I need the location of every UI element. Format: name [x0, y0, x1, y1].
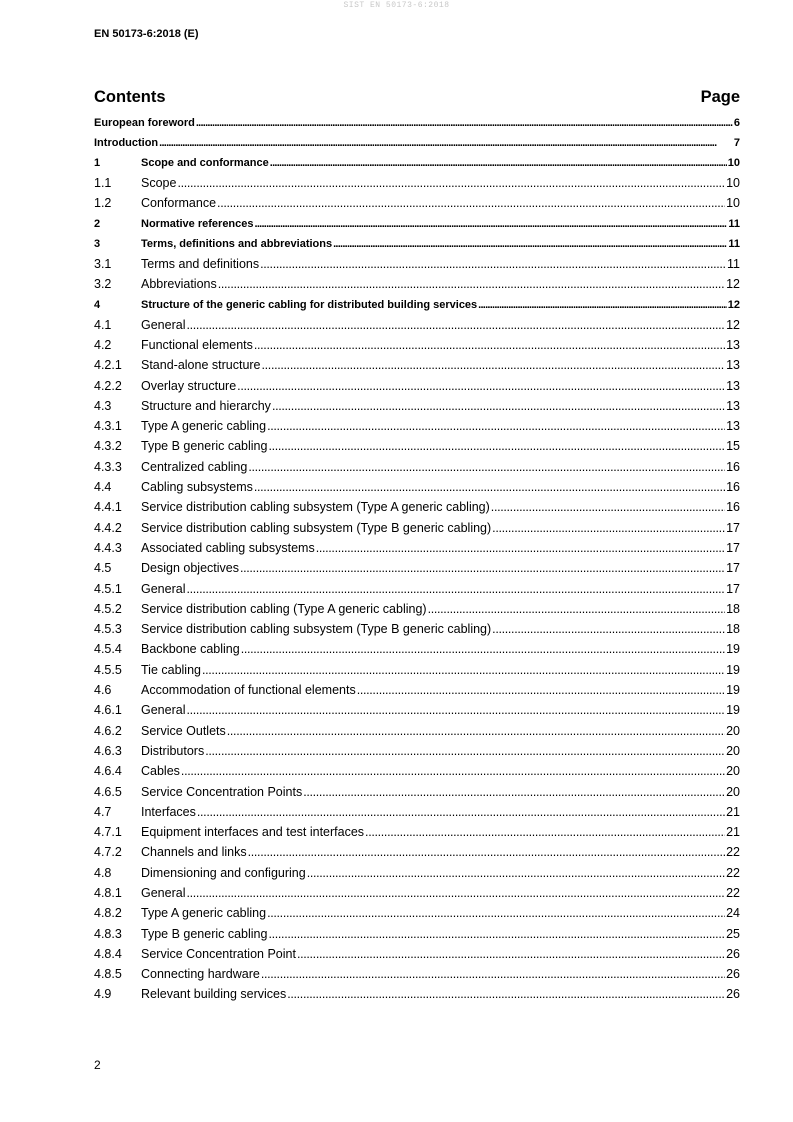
- toc-entry-title: General: [141, 885, 186, 900]
- dot-leader: [227, 724, 725, 738]
- toc-entry-number: 4.2: [94, 337, 112, 352]
- dot-leader: [248, 460, 725, 474]
- toc-entry-page: 21: [726, 804, 740, 819]
- toc-entry-number: 4.3.1: [94, 419, 122, 434]
- toc-entry-number: 4.5.5: [94, 662, 122, 677]
- dot-leader: [177, 176, 725, 190]
- toc-entry-page: 15: [726, 439, 740, 454]
- dot-leader: [333, 238, 727, 250]
- toc-entry[interactable]: [94, 109, 740, 129]
- toc-entry-page: 20: [726, 723, 740, 738]
- dot-leader: [255, 218, 728, 230]
- dot-leader: [186, 886, 725, 900]
- toc-entry-title: Distributors: [141, 743, 205, 758]
- toc-entry[interactable]: [94, 717, 740, 737]
- toc-entry[interactable]: [94, 636, 740, 656]
- toc-entry-title: Service Concentration Point: [141, 946, 296, 961]
- toc-entry[interactable]: [94, 453, 740, 473]
- toc-entry-number: 4.7: [94, 804, 112, 819]
- toc-entry-number: 4.5.3: [94, 622, 122, 637]
- toc-entry-page: 17: [726, 540, 740, 555]
- toc-entry-number: 4.8.3: [94, 926, 122, 941]
- toc-entry-title: Conformance: [141, 195, 217, 210]
- dot-leader: [272, 399, 725, 413]
- toc-entry-number: 4.8.1: [94, 885, 122, 900]
- toc-entry-page: 22: [726, 885, 740, 900]
- toc-entry-page: 19: [726, 642, 740, 657]
- toc-entry-page: 11: [727, 256, 740, 271]
- dot-leader: [261, 967, 725, 981]
- toc-entry[interactable]: [94, 596, 740, 616]
- toc-entry-page: 19: [726, 683, 740, 698]
- toc-entry-title: Design objectives: [141, 561, 239, 576]
- toc-entry-number: 4.3.3: [94, 459, 122, 474]
- toc-entry-number: 4.2.2: [94, 378, 122, 393]
- toc-entry[interactable]: [94, 311, 740, 331]
- dot-leader: [268, 439, 725, 453]
- toc-entry-page: 19: [726, 703, 740, 718]
- toc-entry-number: 1: [94, 157, 101, 170]
- dot-leader: [303, 785, 725, 799]
- toc-entry-number: 4.6.5: [94, 784, 122, 799]
- toc-entry[interactable]: [94, 616, 740, 636]
- toc-entry-page: 20: [726, 743, 740, 758]
- toc-entry-title: Terms and definitions: [141, 256, 260, 271]
- toc-entry[interactable]: [94, 555, 740, 575]
- toc-entry[interactable]: [94, 697, 740, 717]
- toc-entry[interactable]: [94, 250, 740, 270]
- toc-entry[interactable]: [94, 291, 740, 311]
- toc-entry-number: 4.8.2: [94, 906, 122, 921]
- toc-entry[interactable]: [94, 149, 740, 169]
- toc-entry-title: Channels and links: [141, 845, 247, 860]
- toc-entry-title: General: [141, 317, 186, 332]
- toc-entry[interactable]: [94, 210, 740, 230]
- dot-leader: [260, 257, 726, 271]
- toc-entry[interactable]: [94, 738, 740, 758]
- toc-entry-title: Scope: [141, 175, 177, 190]
- toc-entry[interactable]: [94, 129, 740, 149]
- toc-entry-title: Backbone cabling: [141, 642, 240, 657]
- toc-entry-title: Service Outlets: [141, 723, 226, 738]
- toc-entry-title: Connecting hardware: [141, 967, 260, 982]
- toc-entry-title: Structure of the generic cabling for distributed building services: [141, 299, 478, 312]
- dot-leader: [186, 318, 725, 332]
- dot-leader: [196, 117, 733, 129]
- dot-leader: [262, 358, 726, 372]
- toc-entry-title: Overlay structure: [141, 378, 237, 393]
- toc-entry-title: Type B generic cabling: [141, 926, 268, 941]
- dot-leader: [491, 500, 725, 514]
- toc-entry-page: 12: [726, 317, 740, 332]
- toc-entry-title: Service distribution cabling subsystem (Type B generic cabling): [141, 622, 492, 637]
- toc-entry-number: 4.6.1: [94, 703, 122, 718]
- toc-entry-page: 22: [726, 845, 740, 860]
- dot-leader: [268, 927, 725, 941]
- toc-entry[interactable]: [94, 514, 740, 534]
- toc-entry-page: 22: [726, 865, 740, 880]
- toc-entry-number: 4.3.2: [94, 439, 122, 454]
- dot-leader: [202, 663, 725, 677]
- dot-leader: [428, 602, 726, 616]
- dot-leader: [478, 299, 727, 311]
- toc-entry-title: Scope and conformance: [141, 157, 269, 170]
- toc-entry[interactable]: [94, 372, 740, 392]
- toc-title: Contents: [94, 88, 166, 106]
- toc-entry-number: 4.7.2: [94, 845, 122, 860]
- toc-entry-page: 18: [726, 601, 740, 616]
- toc-entry-title: Normative references: [141, 218, 254, 231]
- toc-entry[interactable]: [94, 799, 740, 819]
- toc-entry-page: 17: [726, 520, 740, 535]
- toc-entry[interactable]: [94, 332, 740, 352]
- toc-entry-page: 16: [726, 500, 740, 515]
- toc-entry[interactable]: [94, 981, 740, 1001]
- toc-entry[interactable]: [94, 677, 740, 697]
- toc-entry[interactable]: [94, 352, 740, 372]
- toc-entry-title: Interfaces: [141, 804, 196, 819]
- toc-entry-number: 4.6: [94, 683, 112, 698]
- dot-leader: [365, 825, 725, 839]
- toc-entry[interactable]: [94, 778, 740, 798]
- dot-leader: [159, 137, 733, 149]
- toc-entry-number: 4.5.4: [94, 642, 122, 657]
- toc-entry-title: General: [141, 703, 186, 718]
- toc-entry-number: 4.9: [94, 987, 112, 1002]
- toc-entry-number: 2: [94, 218, 101, 231]
- dot-leader: [307, 866, 725, 880]
- toc-entry-number: 4.6.2: [94, 723, 122, 738]
- toc-entry[interactable]: [94, 819, 740, 839]
- dot-leader: [357, 683, 725, 697]
- toc-entry-page: 20: [726, 764, 740, 779]
- toc-entry-title: Introduction: [94, 137, 159, 149]
- toc-entry-title: Service distribution cabling subsystem (Type B generic cabling): [141, 520, 492, 535]
- toc-entry-number: 4.4.2: [94, 520, 122, 535]
- toc-entry-page: 18: [726, 622, 740, 637]
- dot-leader: [218, 277, 725, 291]
- toc-entry-number: 3.2: [94, 277, 112, 292]
- toc-entry-number: 3: [94, 238, 101, 251]
- toc-entry-page: 10: [726, 175, 740, 190]
- toc-entry-title: Relevant building services: [141, 987, 287, 1002]
- dot-leader: [287, 987, 725, 1001]
- toc-entry-title: Service distribution cabling (Type A generic cabling): [141, 601, 427, 616]
- toc-entry[interactable]: [94, 859, 740, 879]
- dot-leader: [254, 480, 725, 494]
- toc-entry-page: 11: [728, 238, 740, 251]
- toc-entry-page: 16: [726, 480, 740, 495]
- toc-entry[interactable]: [94, 656, 740, 676]
- toc-entry-page: 24: [726, 906, 740, 921]
- toc-entry[interactable]: [94, 758, 740, 778]
- toc-entry-page: 25: [726, 926, 740, 941]
- toc-header: [94, 85, 740, 107]
- toc-entry[interactable]: [94, 575, 740, 595]
- dot-leader: [241, 642, 725, 656]
- toc-entry-number: 4.6.4: [94, 764, 122, 779]
- toc-entry-title: Cabling subsystems: [141, 480, 253, 495]
- toc-entry-page: 13: [726, 378, 740, 393]
- toc-entry[interactable]: [94, 900, 740, 920]
- toc-entry-number: 4.2.1: [94, 358, 122, 373]
- dot-leader: [181, 764, 725, 778]
- toc-entry-title: Terms, definitions and abbreviations: [141, 238, 333, 251]
- toc-entry-page: 26: [726, 946, 740, 961]
- toc-entry[interactable]: [94, 880, 740, 900]
- toc-entry-page: 10: [726, 195, 740, 210]
- toc-entry-page: 16: [726, 459, 740, 474]
- dot-leader: [197, 805, 725, 819]
- toc-entry-page: 19: [726, 662, 740, 677]
- toc-entry-title: Associated cabling subsystems: [141, 540, 315, 555]
- toc-entry-title: Type B generic cabling: [141, 439, 268, 454]
- toc-entry-page: 12: [726, 277, 740, 292]
- dot-leader: [217, 196, 725, 210]
- toc-entry-number: 4.7.1: [94, 825, 122, 840]
- dot-leader: [267, 906, 725, 920]
- toc-entry-number: 4.8.5: [94, 967, 122, 982]
- toc-entry-page: 13: [726, 419, 740, 434]
- toc-entry-title: European foreword: [94, 117, 195, 129]
- toc-entry-title: Centralized cabling: [141, 459, 248, 474]
- toc-entry[interactable]: [94, 920, 740, 940]
- dot-leader: [186, 703, 725, 717]
- toc-entry[interactable]: [94, 190, 740, 210]
- toc-entry[interactable]: [94, 941, 740, 961]
- dot-leader: [237, 379, 725, 393]
- toc-entry-number: 4: [94, 299, 101, 312]
- toc-entry-page: 17: [726, 561, 740, 576]
- toc-entry-number: 4.5.1: [94, 581, 122, 596]
- toc-entries: [94, 109, 740, 1001]
- dot-leader: [240, 561, 725, 575]
- toc-entry-title: Accommodation of functional elements: [141, 683, 356, 698]
- toc-entry-page: 13: [726, 358, 740, 373]
- dot-leader: [270, 157, 727, 169]
- toc-entry-number: 4.5: [94, 561, 112, 576]
- dot-leader: [267, 419, 725, 433]
- toc-entry-title: Functional elements: [141, 337, 253, 352]
- toc-entry-page: 10: [727, 157, 740, 170]
- document-id: EN 50173-6:2018 (E): [94, 28, 199, 40]
- dot-leader: [297, 947, 725, 961]
- toc-entry[interactable]: [94, 839, 740, 859]
- toc-entry-page: 13: [726, 337, 740, 352]
- toc-entry-page: 20: [726, 784, 740, 799]
- toc-entry-page: 26: [726, 987, 740, 1002]
- toc-entry-page: 7: [733, 137, 740, 149]
- toc-entry-number: 4.8: [94, 865, 112, 880]
- toc-entry-number: 4.4.3: [94, 540, 122, 555]
- toc-entry-title: Stand-alone structure: [141, 358, 261, 373]
- toc-entry[interactable]: [94, 433, 740, 453]
- toc-entry-title: Tie cabling: [141, 662, 201, 677]
- page-number: 2: [94, 1058, 101, 1072]
- toc-entry[interactable]: [94, 271, 740, 291]
- dot-leader: [186, 582, 725, 596]
- toc-entry-number: 1.1: [94, 175, 112, 190]
- toc-entry-number: 4.5.2: [94, 601, 122, 616]
- dot-leader: [254, 338, 725, 352]
- toc-entry-title: Type A generic cabling: [141, 419, 267, 434]
- toc-entry-title: Dimensioning and configuring: [141, 865, 306, 880]
- toc-entry-number: 4.1: [94, 317, 112, 332]
- toc-entry-number: 4.6.3: [94, 743, 122, 758]
- dot-leader: [492, 521, 725, 535]
- table-of-contents: [94, 85, 740, 1001]
- toc-entry-page: 21: [726, 825, 740, 840]
- dot-leader: [205, 744, 725, 758]
- toc-entry-page: 6: [733, 117, 740, 129]
- toc-entry[interactable]: [94, 535, 740, 555]
- toc-entry-title: Service distribution cabling subsystem (Type A generic cabling): [141, 500, 490, 515]
- page-column-label: Page: [700, 88, 740, 106]
- toc-entry-title: Service Concentration Points: [141, 784, 303, 799]
- toc-entry-title: Cables: [141, 764, 180, 779]
- dot-leader: [248, 845, 725, 859]
- toc-entry-number: 1.2: [94, 195, 112, 210]
- toc-entry-page: 11: [728, 218, 740, 231]
- toc-entry[interactable]: [94, 169, 740, 189]
- toc-entry[interactable]: [94, 393, 740, 413]
- toc-entry-page: 17: [726, 581, 740, 596]
- dot-leader: [316, 541, 725, 555]
- toc-entry[interactable]: [94, 961, 740, 981]
- toc-entry-number: 4.8.4: [94, 946, 122, 961]
- toc-entry-page: 13: [726, 398, 740, 413]
- toc-entry-title: Structure and hierarchy: [141, 398, 271, 413]
- toc-entry-title: Type A generic cabling: [141, 906, 267, 921]
- toc-entry[interactable]: [94, 413, 740, 433]
- toc-entry-number: 4.3: [94, 398, 112, 413]
- toc-entry[interactable]: [94, 230, 740, 250]
- toc-entry-title: Equipment interfaces and test interfaces: [141, 825, 365, 840]
- toc-entry-title: General: [141, 581, 186, 596]
- toc-entry-number: 4.4.1: [94, 500, 122, 515]
- dot-leader: [492, 622, 725, 636]
- toc-entry-page: 12: [727, 299, 740, 312]
- toc-entry-page: 26: [726, 967, 740, 982]
- toc-entry-number: 4.4: [94, 480, 112, 495]
- toc-entry-number: 3.1: [94, 256, 112, 271]
- toc-entry-title: Abbreviations: [141, 277, 217, 292]
- toc-entry[interactable]: [94, 494, 740, 514]
- watermark: SIST EN 50173-6:2018: [343, 1, 450, 10]
- toc-entry[interactable]: [94, 474, 740, 494]
